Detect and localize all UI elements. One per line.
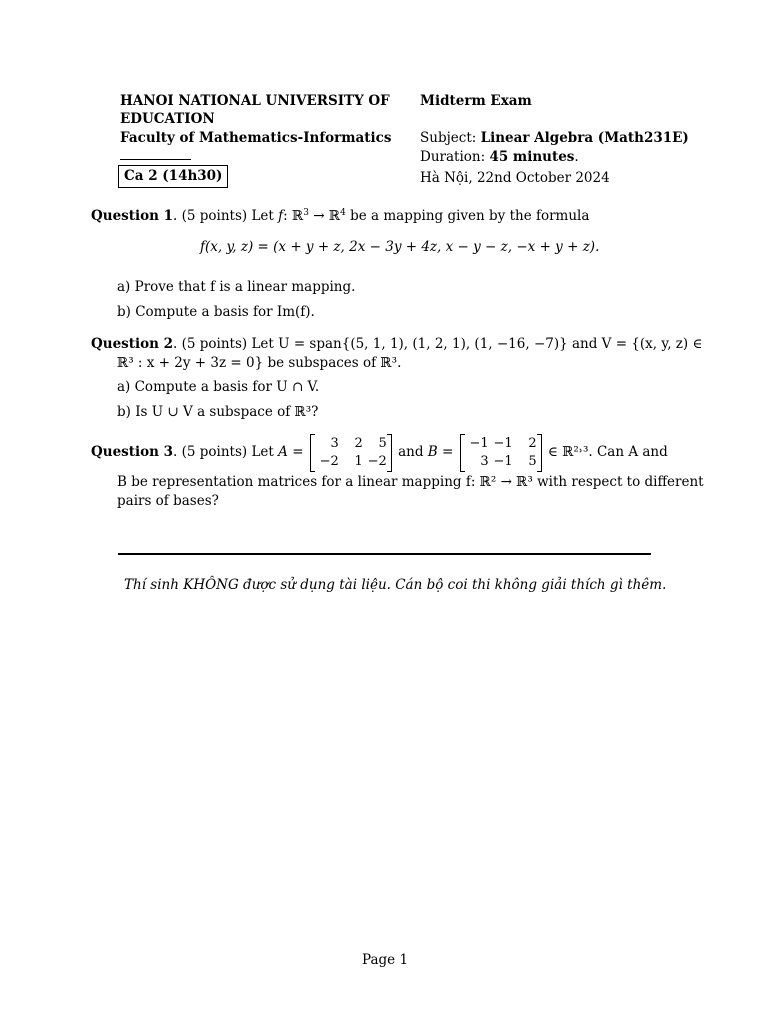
- page-number: Page 1: [362, 952, 409, 968]
- place-date: Hà Nội, 22nd October 2024: [420, 170, 610, 186]
- subject-line: [420, 129, 689, 147]
- faculty-name: Faculty of Mathematics-Informatics: [120, 130, 392, 146]
- header-short-rule: [120, 159, 191, 160]
- duration-end: .: [574, 149, 579, 165]
- question-2-points: . (5 points) Let: [173, 336, 274, 352]
- question-1-intro-tail: be a mapping given by the formula: [350, 208, 590, 224]
- matrix-a: [310, 434, 392, 472]
- question-1-part-b: b) Compute a basis for Im(f).: [117, 304, 315, 320]
- q1-mapping-f: f: [278, 208, 284, 224]
- question-2-part-b: b) Is U ∪ V a subspace of ℝ³?: [117, 404, 319, 420]
- footer-rule: [118, 553, 651, 555]
- matrix-a-row-2: −2 1 −2: [319, 453, 387, 469]
- question-3-label: Question 3: [91, 444, 174, 460]
- matrix-b: [460, 434, 542, 472]
- question-3-space: ∈ ℝ²˒³. Can A and: [547, 444, 668, 460]
- duration-value: 45 minutes: [489, 149, 575, 165]
- exam-instruction-note: Thí sinh KHÔNG được sử dụng tài liệu. Cán bộ coi thi không giải thích gì thêm.: [124, 577, 667, 593]
- question-2-intro: [91, 335, 702, 354]
- matrix-b-row-1: −1 −1 2: [469, 435, 537, 451]
- exam-title: Midterm Exam: [420, 93, 532, 109]
- duration-label: Duration:: [420, 149, 486, 165]
- subject-label: Subject:: [420, 130, 477, 146]
- session-box: Ca 2 (14h30): [118, 165, 228, 188]
- question-2-line2: ℝ³ : x + 2y + 3z = 0} be subspaces of ℝ³.: [117, 355, 402, 371]
- matrix-a-row-1: 3 2 5: [330, 435, 387, 451]
- university-name-line2: EDUCATION: [120, 111, 215, 127]
- question-1-part-a: a) Prove that f is a linear mapping.: [117, 279, 356, 295]
- question-1-points: . (5 points) Let: [173, 208, 274, 224]
- university-name-line1: HANOI NATIONAL UNIVERSITY OF: [120, 93, 390, 109]
- question-1-label: Question 1: [91, 208, 174, 224]
- question-3-line2: B be representation matrices for a linear mapping f: ℝ² → ℝ³ with respect to different: [117, 474, 704, 490]
- question-3-points: . (5 points) Let: [173, 444, 274, 460]
- question-3-intro: Question 3. (5 points) Let A = 3 2 5 −2 1 −2 and B = −1 −1 2 3 −1 5 ∈ ℝ²˒³. Can A and: [91, 432, 668, 472]
- matrix-b-row-2: 3 −1 5: [480, 453, 537, 469]
- question-2-label: Question 2: [91, 336, 174, 352]
- question-2-part-a: a) Compute a basis for U ∩ V.: [117, 379, 320, 395]
- question-3-and: and: [398, 444, 424, 460]
- question-2-line1: U = span{(5, 1, 1), (1, 2, 1), (1, −16, −7)} and V = {(x, y, z) ∈: [278, 336, 703, 352]
- question-1-formula: f(x, y, z) = (x + y + z, 2x − 3y + 4z, x − y − z, −x + y + z).: [200, 239, 600, 255]
- question-3-line3: pairs of bases?: [117, 493, 219, 509]
- question-1-intro: Question 1. (5 points) Let f: ℝ$^3$ → ℝ$^4$ be a mapping given by the formula: [91, 208, 590, 224]
- subject-value: Linear Algebra (Math231E): [480, 130, 689, 146]
- duration-line: [420, 148, 579, 166]
